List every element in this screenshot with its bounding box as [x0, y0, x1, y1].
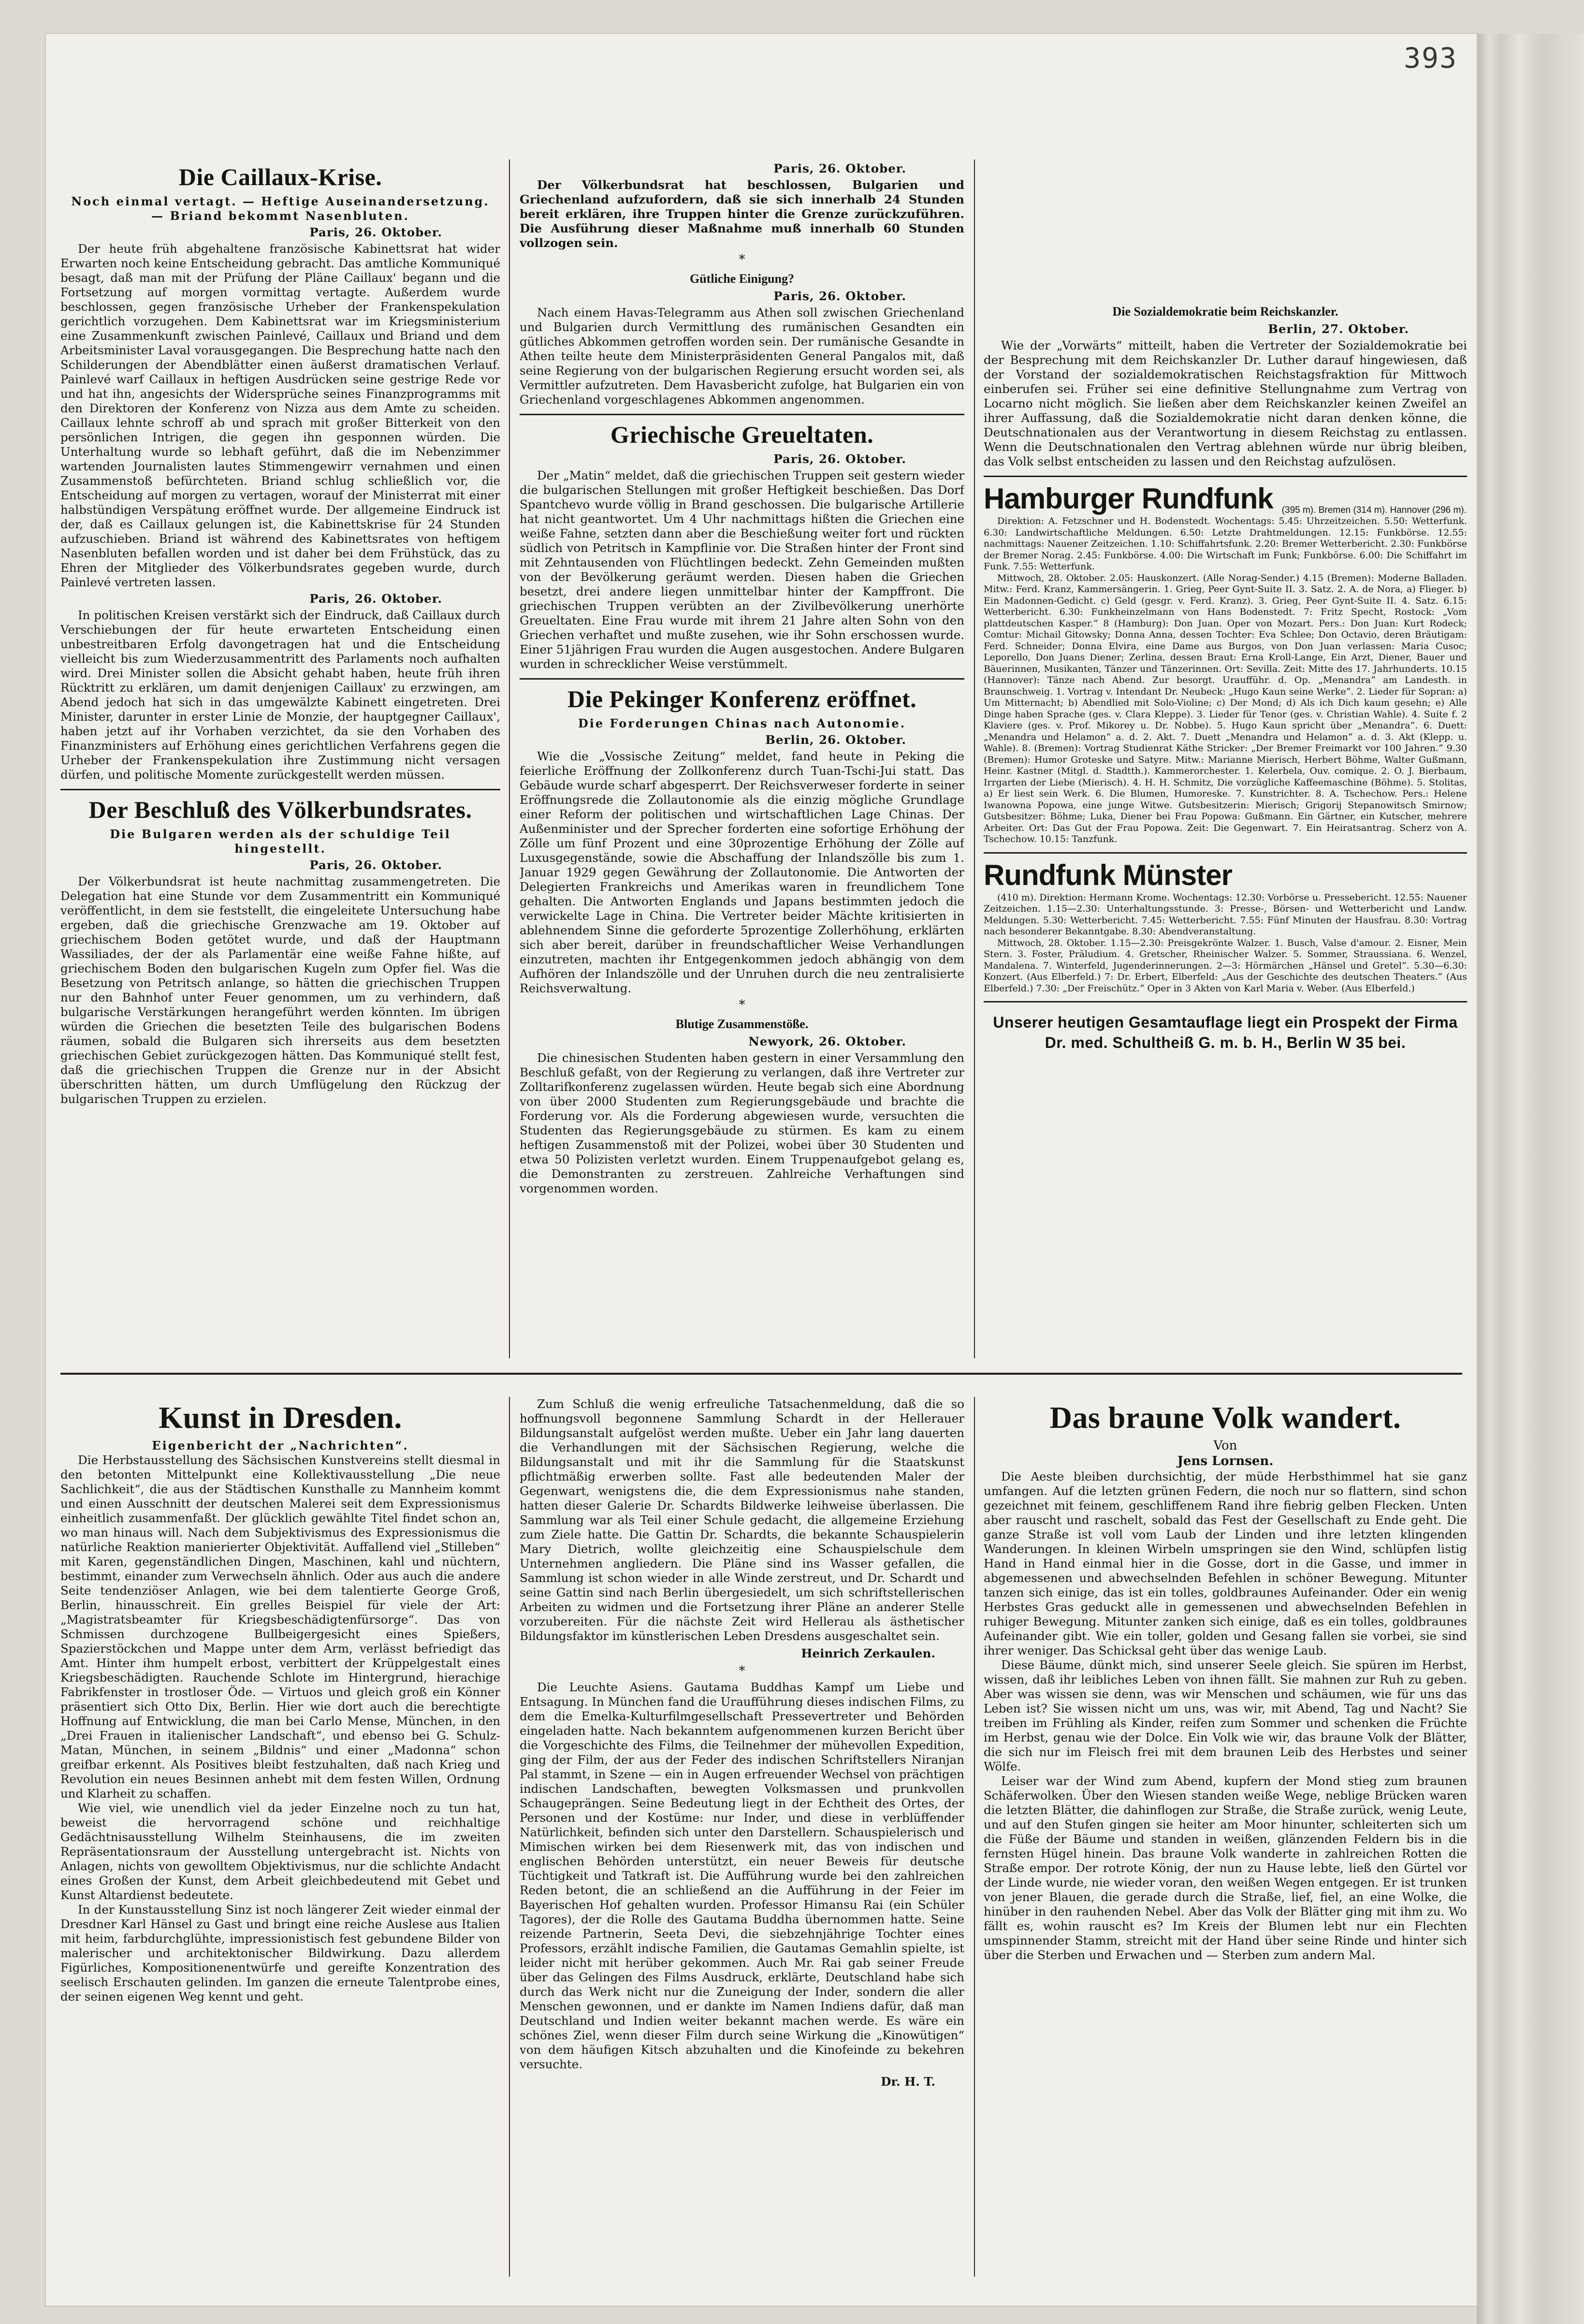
hamburg-program	[984, 516, 1467, 845]
asien-signature: Dr. H. T.	[881, 2075, 935, 2089]
section-divider	[984, 1001, 1467, 1002]
sozial-title: Die Sozialdemokratie beim Reichskanzler.	[1112, 305, 1338, 319]
peking-dateline-2: Newyork, 26. Oktober.	[748, 1034, 906, 1048]
hamburg-title: Hamburger Rundfunk	[984, 482, 1273, 515]
volk-paragraph: Leiser war der Wind zum Abend, kupfern der Mond stieg zum braunen Schäferwolken. Über den Wiesen standen weiße Wege, neblige Brücken waren die letzten Blätter, die dahinflogen zur Straße, die Straße zurück, wenig Leute, und auf den Stufen gingen sie heiter am Moor hinunter, schleiterten sich um die Füße der Bäume und standen in weißen, glänzenden Feldern bis in die fernsten Hügel hinein. Das braune Volk wanderte in zahlreichen Rotten die Straße empor. Der rotrote König, der nun zu Hause lebte, ließ den Gürtel vor der Linde wurde, nie wieder voran, den weißen Wegen entgegen. Er ist trunken von jener Blauen, die gerade durch die Straße, lief, fiel, an eine Wolke, die hinüber in den rauhenden Nebel. Aber das Volk der Blätter ging mit ihm zu. Wo fällt es, wohin rauscht es? Im Kreis der Blumen lebt nur ein Flechten umspinnender Stamm, streicht mit der Hand über seine Rinde und hinter sich über die Sterben und Erwachen und — Sterben zum andern Mal.	[984, 1774, 1467, 1962]
column-2-bottom	[520, 1397, 964, 2277]
section-divider	[60, 789, 500, 790]
supplement-notice: Unserer heutigen Gesamtauflage liegt ein Prospekt der Firma Dr. med. Schultheiß G. m. b. H., Berlin W 35 bei.	[993, 1014, 1458, 1051]
star-separator: *	[739, 998, 745, 1012]
column-1	[60, 160, 500, 1358]
kunst-paragraph: In der Kunstausstellung Sinz ist noch längerer Zeit wieder einmal der Dresdner Karl Hänsel zu Gast und bringt eine reiche Auslese aus Italien mit heim, farbdurchglühte, impressionistisch fest gebundene Bilder von malerischer und architektonischer Bildwirkung. Dazu allerdem Figürliches, Kompositionenentwürfe und gereifte Konzentration des seelisch Erschauten gelinden. Im ganzen die erneute Talentprobe eines, der seinen eigenen Weg kennt und geht.	[60, 1903, 500, 2004]
section-divider	[984, 852, 1467, 854]
voelkerbund-paragraph-2: Der Völkerbundsrat hat beschlossen, Bulgarien und Griechenland aufzufordern, daß sie sich innerhalb 24 Stunden bereit erklären, ihre Truppen hinter die Grenze zurückzuführen. Die Ausführung dieser Maßnahme muß innerhalb 60 Stunden vollzogen sein.	[520, 178, 964, 250]
volk-paragraph: Die Aeste bleiben durchsichtig, der müde Herbsthimmel hat sie ganz umfangen. Auf die letzten grünen Federn, die noch nur so flattern, sind schon gezeichnet mit feinem, geschliffenem Rand ihre fiebrig gelben Flecken. Unten aber rauscht und raschelt, sobald das Fest der Gesellschaft zu Ende geht. Die ganze Straße ist voll vom Laub der Linden und ihre letzten klingenden Wanderungen. In kleinen Wirbeln umspringen sie den Wind, schlüpfen listig Hand in Hand einmal hier in die Gosse, dort in die Gasse, und immer in abgemessenen und abwechselnden Befehlen in schöner Bewegung. Mitunter tanzen sich einige, das ist ein tolles, goldbraunes Aufeinander. Oder ein wenig Herbstes Gras geduckt alle in gemessenen und abwechselnden Befehlen in ruhiger Bewegung. Mitunter zanken sich einige, daß es ein tolles, goldbraunes Aufeinander gibt. Wie ein toller, golden und Gesang fallen sie vorbei, sie sind ihrer weniger. Das Schicksal geht über das wenige Laub.	[984, 1469, 1467, 1657]
caillaux-paragraph-2: In politischen Kreisen verstärkt sich der Eindruck, daß Caillaux durch Verschiebungen der für heute erwarteten Entscheidung einen unbestreitbaren Erfolg davongetragen hat und die Entscheidung vielleicht bis zum Wiederzusammentritt des Parlaments noch aufhalten wird. Drei Minister sollen die Absicht gehabt haben, heute früh ihren Rücktritt zu erklären, um damit denjenigen Caillaux' zu erzwingen, am Abend jedoch hat sich in das umgewälzte Kabinett eingetreten. Drei Minister, darunter in erster Linie de Monzie, der hauptgegner Caillaux', haben jetzt auf ihr Vorhaben verzichtet, da sie den Vorhaben des Finanzministers auf Erhöhung eines gerichtlichen Verfahrens gegen die Urheber der Frankenspekulation ihre Zustimmung nicht versagen dürfen, und politische Momente zurückgestellt werden müssen.	[60, 608, 500, 782]
continued-text-space	[984, 160, 1467, 300]
star-separator: *	[739, 1664, 745, 1678]
greuel-title: Griechische Greueltaten.	[610, 421, 874, 448]
muenster-title: Rundfunk Münster	[984, 858, 1232, 891]
section-divider	[520, 678, 964, 680]
voelkerbund-dateline-2: Paris, 26. Oktober.	[773, 161, 906, 175]
caillaux-dateline: Paris, 26. Oktober.	[309, 225, 442, 239]
greuel-dateline: Paris, 26. Oktober.	[773, 452, 906, 466]
voelkerbund-dateline-3: Paris, 26. Oktober.	[773, 289, 906, 303]
voelkerbund-subtitle: Die Bulgaren werden als der schuldige Teil hingestellt.	[110, 827, 451, 856]
peking-paragraph: Wie die „Vossische Zeitung“ meldet, fand heute in Peking die feierliche Eröffnung der Zollkonferenz durch Tuan-Tschi-Jui statt. Das Gebäude wurde scharf abgesperrt. Der Reichsverweser forderte in seiner Eröffnungsrede die Zollautonomie als die einzig mögliche Grundlage einer Reform der politischen und wirtschaftlichen Lage Chinas. Der Außenminister und der Sprecher forderten eine sofortige Erhöhung der Zölle um fünf Prozent und eine 30prozentige Erhöhung der Zölle auf Luxusgegenstände, sowie die Abschaffung der Inlandszölle bis zum 1. Januar 1929 gegen Gewährung der Zollautonomie. Die Antworten der Delegierten Frankreichs und Amerikas waren in freundlichem Tone gehalten. Die Antworten Englands und Japans bestimmten jedoch die verwickelte Lage in China. Die Vertreter beider Mächte kritisierten in ablehnendem Sinne die geforderte 5prozentige Zollerhöhung, erklärten sich aber bereit, darüber in freundschaftlicher Weise Verhandlungen einzutreten, machten ihr Entgegenkommen jedoch abhängig von dem Aufhören der Inlandszölle und der Unruhen durch die neu zentralisierte Reichsverwaltung.	[520, 749, 964, 995]
hellerau-signature: Heinrich Zerkaulen.	[801, 1646, 935, 1660]
sozial-paragraph: Wie der „Vorwärts“ mitteilt, haben die Vertreter der Sozialdemokratie bei der Besprechung mit dem Reichskanzler Dr. Luther darauf hingewiesen, daß der Vorstand der sozialdemokratischen Reichstagsfraktion für Mittwoch einberufen sei. Früher sei eine definitive Stellungnahme zum Vertrag von Locarno nicht möglich. Sie ließen aber dem Reichskanzler keinen Zweifel an ihrer Auffassung, daß die Sozialdemokratie nicht daran denken könne, die Deutschnationalen aus der Verantwortung in diesem Reichstag zu entlassen. Wenn die Deutschnationalen den Vertrag ablehnen würde nur übrig bleiben, das Volk selbst entscheiden zu lassen und den Reichstag aufzulösen.	[984, 338, 1467, 468]
peking-subtitle: Die Forderungen Chinas nach Autonomie.	[578, 716, 906, 730]
column-1-bottom	[60, 1397, 500, 2277]
kunst-paragraph: Die Herbstausstellung des Sächsischen Kunstvereins stellt diesmal in den betonten Mittelpunkt eine Kollektivausstellung „Die neue Sachlichkeit“, die aus der Städtischen Kunsthalle zu Mannheim kommt und einen Ausschnitt der deutschen Malerei seit dem Expressionismus einheitlich zusammenfaßt. Der glücklich gewählte Titel findet schon an, wo man hinaus will. Nach dem Subjektivismus des Expressionismus die natürliche Reaktion manierierter Objektivität. Auffallend viel „Stilleben“ mit Karen, gegenständlichen Dingen, Maschinen, kahl und nüchtern, bestimmt, einander zum Verwechseln ähnlich. Oder aus auch die andere Seite tendenziöser Anlagen, wie bei dem talentierte George Groß, Berlin, hinausschreit. Ein grelles Beispiel für viele der Art: „Magistratsbeamter für Kriegsbeschädigtenfürsorge“. Das von Schmissen durchzogene Bullbeigergesicht eines Spießers, Spazierstöckchen und Mappe unter dem Arm, verlässt befriedigt das Amt. Hinter ihm humpelt erbost, verbittert der Krüppelgestalt eines Kriegsbeschädigten. Rauchende Schlote im Hintergrund, hierachige Fabrikfenster in trostloser Öde. — Virtuos und gleich groß ein Könner präsentiert sich Otto Dix, Berlin. Hier wie dort auch die berechtigte Hoffnung auf Entwicklung, die man bei Carlo Mense, München, in den „Drei Frauen in italienischer Landschaft“, und ebenso bei G. Schulz-Matan, München, in seinem „Bildnis“ und einer „Madonna“ schon greifbar erkennt. Als Positives bleibt festzuhalten, daß nach Krieg und Revolution ein neues Besinnen anhebt mit dem festen Willen, Ordnung und Klarheit zu schaffen.	[60, 1453, 500, 1801]
caillaux-title: Die Caillaux-Krise.	[178, 163, 382, 190]
column-3	[984, 160, 1467, 1358]
column-rule	[974, 1397, 975, 2277]
kunst-title: Kunst in Dresden.	[159, 1400, 402, 1435]
section-divider	[520, 414, 964, 415]
muenster-program	[984, 892, 1467, 995]
column-rule	[509, 1397, 510, 2277]
volk-author: Jens Lornsen.	[1177, 1454, 1274, 1468]
voelkerbund-paragraph: Der Völkerbundsrat ist heute nachmittag zusammengetreten. Die Delegation hat eine Stunde vor dem Zusammentritt ein Kommuniqué veröffentlicht, in dem sie feststellt, die eingeleitete Untersuchung habe ergeben, daß die griechische Grenzwache am 19. Oktober auf griechischem Boden getötet wurde, und daß der Hauptmann Wassiliades, der der als Parlamentär eine weiße Fahne hißte, auf griechischem Boden den bulgarischen Kugeln zum Opfer fiel. Was die Besetzung von Petritsch anlange, so hätten die griechischen Truppen nur den Bahnhof unter Feuer genommen, um zu verhindern, daß bulgarische Verstärkungen herangeführt werden könnten. Im übrigen würden die Griechen die besetzten Teile des bulgarischen Bodens räumen, sobald die Bulgaren sich ihrerseits aus dem besetzten griechischen Gebiet zurückgezogen hätten. Das Kommuniqué stellt fest, daß die griechischen Truppen die Grenze nur in der Absicht überschritten hätten, um durch Umflügelung den Rückzug der bulgarischen Truppen zu erzielen.	[60, 874, 500, 1106]
page-edge-stack	[1477, 34, 1584, 2324]
sozial-dateline: Berlin, 27. Oktober.	[1268, 322, 1409, 336]
volk-title: Das braune Volk wandert.	[1049, 1400, 1401, 1435]
kunst-subtitle: Eigenbericht der „Nachrichten“.	[152, 1438, 409, 1452]
muenster-meta: (410 m). Direktion: Hermann Krome. Wochentags: 12.30: Vorbörse u. Pressebericht. 12.55: Nauener Zeitzeichen. 1.15—2.30: Unterhaltungsstunde. 3: Presse-, Börsen- und Wetterbericht und Landw. Meldungen. 5.30: Wetterbericht. 7.45: Wetterbericht. 7.55: Fünf Minuten der Hausfrau. 8.30: Vortrag nach besonderer Bekanntgabe. 8.30: Abendveranstaltung.	[984, 892, 1467, 937]
voelkerbund-paragraph-3: Nach einem Havas-Telegramm aus Athen soll zwischen Griechenland und Bulgarien durch Vermittlung des rumänischen Gesandten ein gütliches Abkommen getroffen worden sein. Der rumänische Gesandte in Athen teilte heute dem Ministerpräsidenten General Pangalos mit, daß seine Regierung von der bulgarischen Regierung ersucht worden sei, als Vermittler aufzutreten. Dem Havasbericht zufolge, hat Bulgarien ein von Griechenland vorgeschlagenes Abkommen angenommen.	[520, 305, 964, 407]
volk-byline-von: Von	[1213, 1438, 1237, 1453]
hamburg-wednesday-text: Mittwoch, 28. Oktober. 2.05: Hauskonzert. (Alle Norag-Sender.) 4.15 (Bremen): Moderne Balladen. Mitw.: Ferd. Kranz, Kammersängerin. 1. Grieg, Peer Gynt-Suite II. 3. Satz. 2. A. de Nora, a) Flieger. b) Ein Madonnen-Gedicht. c) Geld (gesgr. v. Ferd. Kranz). 3. Grieg, Peer Gynt-Suite II. 4. Satz. 6.15: Wetterbericht. 6.30: Funkheinzelmann von Hans Bodenstedt. 7: Fritz Specht, Rostock: „Vom plattdeutschen Kasper.“ 8 (Hamburg): Don Juan. Oper von Mozart. Pers.: Don Juan: Kurt Rodeck; Comtur: Michail Gitowsky; Donna Anna, dessen Tochter: Eva Schlee; Don Octavio, deren Bräutigam: Ferd. Schneider; Donna Elvira, eine Dame aus Burgos, von Don Juan verlassen: Maria Cusoc; Leporello, Don Juans Diener; Zerlina, dessen Braut: Erna Kroll-Lange, Ein Arzt, Diener, Bauer und Bäuerinnen, Musikanten, Tänzer und Tänzerinnen. Ort: Sevilla. Zeit: Mitte des 17. Jahrhunderts. 10.15 (Hannover): Tänze nach Abend. Zur besorgt. Uraufführ. d. Op. „Menandra“ am Landesth. in Braunschweig. 1. Vortrag v. Intendant Dr. Neubeck: „Hugo Kaun seine Werke“. 2. Lieder für Sopran: a) Um Mitternacht; b) Abendlied mit Solo-Violine; c) Der Mond; d) Als ich Dich kaum gesehn; e) Alle Dinge haben Sprache (ges. v. Clara Kleppe). 3. Lieder für Tenor (ges. v. Christian Wahle). 4. Suite f. 2 Klaviere (ges. v. Prof. Mikorey u. Dr. Nobbe). 5. Hugo Kaun spricht über „Menandra“. 6. Duett: „Menandra und Helamon“ a. d. 2. Akt. 7. Duett „Menandra und Helamon“ a. d. 3. Akt (Klepp. u. Wahle). 8. (Bremen): Vortrag Studienrat Käthe Stricker: „Der Bremer Freimarkt vor 100 Jahren.“ 9.30 (Bremen): Humor Groteske und Satyre. Mitw.: Marianne Mierisch, Herbert Böhme, Walter Gußmann, Heinr. Kastner (Mitgl. d. Stadtth.). Kammerorchester. 1. Kelerbela, Ouv. comique. 2. O. J. Bierbaum, Irrgarten der Liebe (Mierisch). 4. H. H. Schmitz, Die vorzügliche Kaffeemaschine (Böhme). 5. Stolitas, a) Er liest sein Werk. 6. Die Blumen, Humoreske. 7. Kunstrichter. 8. A. Tschechow. Pers.: Helene Iwanowna Popowa, eine junge Witwe. Gutsbesitzerin: Mierisch; Grigorij Stepanowitsch Smirnow; Gutsbesitzer: Böhme; Luka, Diener bei Frau Popowa: Gußmann. Ein Gärtner, ein Kutscher, mehrere Arbeiter. Ort: Das Gut der Frau Popowa. Zeit: Die Gegenwart. 7. Ein Heiratsantrag. Scherz von A. Tschechow. 10.15: Tanzfunk.	[984, 572, 1467, 844]
hamburg-header	[984, 482, 1467, 516]
hamburg-meta: (395 m). Bremen (314 m). Hannover (296 m).	[1281, 505, 1467, 515]
star-separator: *	[739, 252, 745, 267]
newspaper-page	[46, 34, 1477, 2306]
column-3-bottom	[984, 1397, 1467, 2277]
voelkerbund-dateline: Paris, 26. Oktober.	[309, 858, 442, 872]
hellerau-paragraph: Zum Schluß die wenig erfreuliche Tatsachenmeldung, daß die so hoffnungsvoll begonnene Sammlung Schardt in der Hellerauer Bildungsanstalt aufgelöst werden mußte. Ueber ein Jahr lang dauerten die Verhandlungen mit der Sächsischen Regierung, welche die Bildungsanstalt und mit ihr die Sammlung für die Staatskunst pflichtmäßig erwerben sollte. Fast alle bedeutenden Maler der Gegenwart, wenigstens die, die dem Expressionismus nahe standen, hatten dieser Galerie Dr. Schardts Bildwerke leihweise überlassen. Die Sammlung war als Teil einer Schule gedacht, die allgemeine Erziehung zum Ziele hatte. Die Gattin Dr. Schardts, die bekannte Schauspielerin Mary Dietrich, wollte gleichzeitig eine Schauspielschule dem Unternehmen angliedern. Die Pläne sind ins Wasser gefallen, die Sammlung ist schon wieder in alle Winde zerstreut, und Dr. Schardt und seine Gattin sind nach Berlin übergesiedelt, um sich schriftstellerischen Arbeiten zu widmen und die Fortsetzung ihrer Pläne an anderer Stelle vorzubereiten. Für die nächste Zeit wird Hellerau als ästhetischer Bildungsfaktor im künstlerischen Leben Dresdens ausgeschaltet sein.	[520, 1397, 964, 1643]
horizontal-rule	[60, 1373, 1462, 1375]
page-number: 393	[1404, 42, 1457, 74]
asien-paragraph: Die Leuchte Asiens. Gautama Buddhas Kampf um Liebe und Entsagung. In München fand die Uraufführung dieses indischen Films, zu dem die Emelka-Kulturfilmgesellschaft Pressevertreter und Behörden eingeladen hatte. Nach bekanntem aufgenommenen kurzen Bericht über die Vorgeschichte des Films, die Teilnehmer der mühevollen Expedition, ging der Film, der aus der Feder des indischen Schriftstellers Niranjan Pal stammt, in Szene — ein in Augen erfreuender Wechsel von prächtigen indischen Landschaften, bewegten Volksmassen und prunkvollen Schaugeprängen. Seine Bedeutung liegt in der Echtheit des Ortes, der Personen und der Kostüme: nur Inder, und diese in verblüffender Natürlichkeit, befinden sich unter den Darstellern. Schauspielerisch und Mimischen wirken bei dem Riesenwerk mit, das von indischen und englischen Behörden unterstützt, ein neuer Beweis für deutsche Tüchtigkeit und Tatkraft ist. Die Aufführung wurde bei den zahlreichen Reden betont, die an schließend an die Aufführung in der Feier im Bayerischen Hof gehalten wurden. Professor Himansu Rai (ein Schüler Tagores), der die Rolle des Gautama Buddha übernommen hatte. Seine reizende Partnerin, Seeta Devi, die siebzehnjährige Tochter eines Professors, erzählt indische Familien, die Gautamas Gemahlin spielte, ist leider nicht mit herüber gekommen. Auch Mr. Rai gab seiner Freude über das Gelingen des Films Ausdruck, erklärte, Deutschland habe sich durch das Werk nicht nur die Zuneigung der Inder, sondern die aller Menschen gewonnen, und er dankte im Namen Indiens dafür, daß man Deutschland und Indien weiter bekannt machen werde. Es wäre ein schönes Ziel, wenn dieser Film durch seine Wirkung die „Kinowütigen“ von dem häufigen Kitsch abzuhalten und die Kinofeinde zu bekehren versuchte.	[520, 1680, 964, 2071]
muenster-header	[984, 858, 1467, 892]
caillaux-dateline-2: Paris, 26. Oktober.	[309, 592, 442, 606]
peking-paragraph-2: Die chinesischen Studenten haben gestern in einer Versammlung den Beschluß gefaßt, von der Regierung zu verlangen, daß ihre Vertreter zur Zolltarifkonferenz zugelassen würden. Heute begab sich eine Abordnung von über 2000 Studenten zum Regierungsgebäude und brachte die Forderung vor. Als die Forderung abgewiesen wurde, versuchten die Studenten das Regierungsgebäude zu stürmen. Es kam zu einem heftigen Zusammenstoß mit der Polizei, wobei über 30 Studenten und etwa 50 Polizisten verletzt wurden. Einem Truppenaufgebot gelang es, die Demonstranten zu zerstreuen. Zahlreiche Verhaftungen sind vorgenommen worden.	[520, 1051, 964, 1195]
kunst-paragraph: Wie viel, wie unendlich viel da jeder Einzelne noch zu tun hat, beweist die hervorragend schöne und reichhaltige Gedächtnisausstellung Wilhelm Steinhausens, die im zweiten Repräsentationsraum der Ausstellung untergebracht ist. Nichts von Anlagen, nichts von gewolltem Objektivismus, nur die schlichte Andacht eines Großen der Kunst, dem Arbeit gleichbedeutend mit Gebet und Kunst Altardienst bedeutete.	[60, 1801, 500, 1902]
caillaux-subtitle: Noch einmal vertagt. — Heftige Auseinandersetzung. — Briand bekommt Nasenbluten.	[71, 194, 490, 223]
bottom-band	[60, 1397, 1467, 2277]
voelkerbund-title: Der Beschluß des Völkerbundsrates.	[88, 796, 472, 823]
peking-dateline: Berlin, 26. Oktober.	[765, 733, 906, 747]
muenster-wednesday-text: Mittwoch, 28. Oktober. 1.15—2.30: Preisgekrönte Walzer. 1. Busch, Valse d'amour. 2. Eisner, Mein Stern. 3. Foster, Präludium. 4. Gretscher, Rheinischer Walzer. 5. Sommer, Straussiana. 6. Wenzel, Mandalena. 7. Winterfeld, Jugenderinnerungen. 2—3: Hörmärchen „Hänsel und Gretel“. 5.30—6.30: Konzert. (Aus Elberfeld.) 7: Dr. Erbert, Elberfeld: „Aus der Geschichte des deutschen Theaters.“ (Aus Elberfeld.) 7.30: „Der Freischütz.“ Oper in 3 Akten von Karl Maria v. Weber. (Aus Elberfeld.)	[984, 937, 1467, 994]
volk-paragraph: Diese Bäume, dünkt mich, sind unserer Seele gleich. Sie spüren im Herbst, wissen, daß ihr leibliches Leben von ihnen fällt. Sie mahnen zur Ruh zu geben. Aber was wissen sie denn, was wir Menschen und schäumen, wie für uns das Leben ist? Sie wissen nicht um uns, was wir, mit Abend, Tag und Nacht? Sie treiben im Frühling als Kinder, reifen zum Sommer und schenken die Früchte im Herbst, genau wie der Dolce. Ein Volk wie wir, das braune Volk der Blätter, die sich nur im Fleisch frei mit dem braunen Leib des Herbstes und seiner Wölfe.	[984, 1658, 1467, 1773]
greuel-paragraph: Der „Matin“ meldet, daß die griechischen Truppen seit gestern wieder die bulgarischen Stellungen mit großer Heftigkeit beschießen. Das Dorf Spantchevo wurde völlig in Brand geschossen. Die bulgarische Artillerie hat nicht geantwortet. Um 4 Uhr nachmittags hißten die Griechen eine weiße Fahne, setzten dann aber die Beschießung weiter fort und rückten südlich von Petritsch in Kampflinie vor. Die Straßen hinter der Front sind mit Zehntausenden von Flüchtlingen bedeckt. Zehn Gemeinden mußten von der Bevölkerung geräumt werden. Diesen haben die Griechen besetzt, drei andere liegen unmittelbar hinter der Kampffront. Die griechischen Truppen verübten an der Zivilbevölkerung unerhörte Greueltaten. Eine Frau wurde mit ihrem 21 Jahre alten Sohn von den Griechen verhaftet und mußte zusehen, wie ihr Sohn erschossen wurde. Einer 51jährigen Frau wurden die Augen ausgestochen. Andere Bulgaren wurden in schrecklicher Weise verstümmelt.	[520, 468, 964, 671]
column-rule	[974, 160, 975, 1358]
column-rule	[509, 160, 510, 1358]
section-divider	[984, 476, 1467, 477]
peking-title: Die Pekinger Konferenz eröffnet.	[567, 685, 917, 712]
top-band	[60, 160, 1467, 1358]
column-2	[520, 160, 964, 1358]
caillaux-paragraph: Der heute früh abgehaltene französische Kabinettsrat hat wider Erwarten noch keine Entscheidung gebracht. Das amtliche Kommuniqué besagt, daß man mit der Prüfung der Pläne Caillaux' begann und die Fortsetzung auf morgen vormittag vertagte. Außerdem wurde beschlossen, gegen französische Urheber der Frankenspekulation gerichtlich vorzugehen. Dem Kabinettsrat war im Kriegsministerium eine Zusammenkunft zwischen Painlevé, Caillaux und Briand und dem Arbeitsminister Laval vorausgegangen. Die Besprechung hatte nach den Schilderungen der Abendblätter einen äußerst dramatischen Verlauf. Painlevé warf Caillaux in heftigen Ausdrücken seine gestrige Rede vor und hat ihn, angesichts der Widersprüche seines Finanzprogramms mit den Direktoren der Konferenz von Nizza aus dem Amte zu scheiden. Caillaux lehnte schroff ab und sprach mit großer Bitterkeit von den persönlichen Intrigen, die gegen ihn gesponnen würden. Die Unterhaltung wurde so lebhaft geführt, daß die im Nebenzimmer wartenden Journalisten lautes Stimmengewirr vernahmen und einen Zusammenstoß befürchteten. Briand schlug schließlich vor, die Entscheidung auf morgen zu vertagen, worauf der Ministerrat mit einer halbstündigen Verspätung eröffnet wurde. Der allgemeine Eindruck ist der, daß es Caillaux gelungen ist, die Kabinettskrise für 24 Stunden aufzuschieben. Briand ist während des Kabinettsrates von heftigem Nasenbluten befallen worden und ist daher bei dem Frühstück, das zu Ehren der Mitglieder des Völkerbundsrates gegeben wurde, durch Painlevé vertreten lassen.	[60, 242, 500, 589]
voelkerbund-subhead-3: Gütliche Einigung?	[690, 272, 794, 286]
peking-subhead-2: Blutige Zusammenstöße.	[675, 1017, 809, 1031]
hamburg-weekday-text: Direktion: A. Fetzschner und H. Bodenstedt. Wochentags: 5.45: Uhrzeitzeichen. 5.50: Wetterfunk. 6.30: Landwirtschaftliche Meldungen. 6.50: Letzte Drahtmeldungen. 12.15: Funkbörse. 12.55: nachmittags: Nauener Zeitzeichen. 1.10: Schiffahrtsfunk. 2.20: Bremer Wetterbericht. 2.30: Funkbörse der Bremer Norag. 2.45: Funkbörse. 4.00: Die Wirtschaft im Funk; Funkbörse. 6.00: Die Schiffahrt im Funk. 7.55: Wetterfunk.	[984, 516, 1467, 572]
